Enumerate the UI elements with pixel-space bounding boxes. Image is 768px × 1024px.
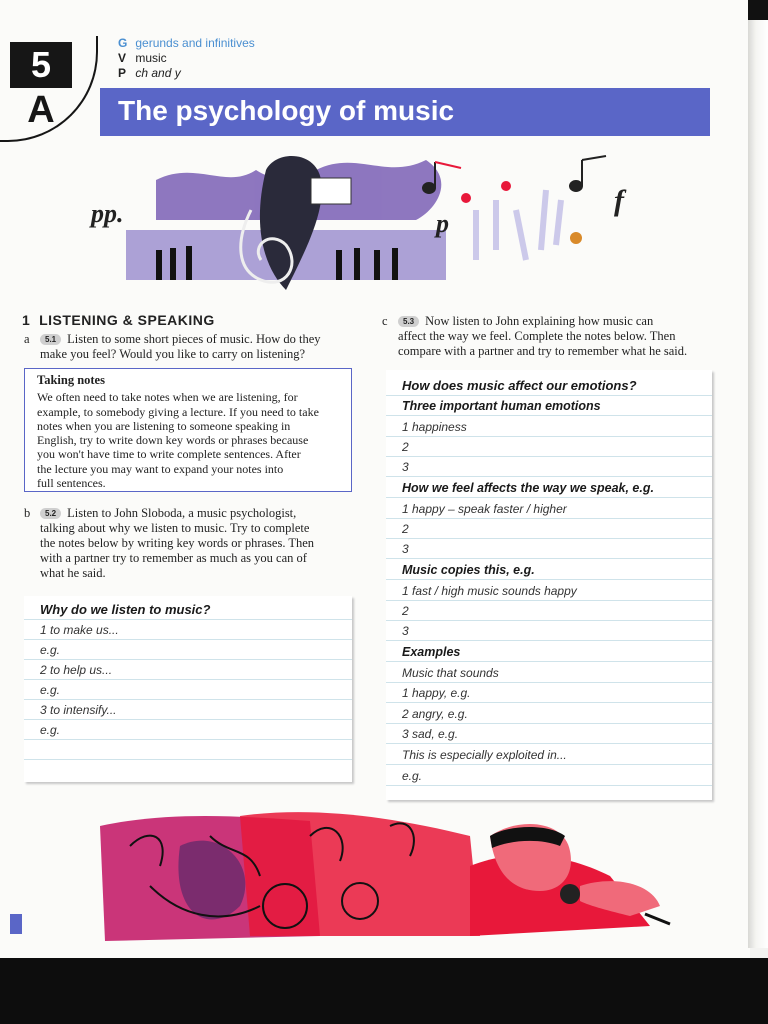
note-line[interactable]: 1 happy, e.g. [386, 683, 712, 703]
unit-letter: A [27, 89, 55, 131]
note-line[interactable]: e.g. [24, 680, 352, 700]
note-line[interactable]: 1 fast / high music sounds happy [386, 581, 712, 601]
note-line[interactable]: 3 [386, 457, 712, 477]
scan-corner [748, 0, 768, 20]
exercise-c: c 5.3 Now listen to John explaining how music can affect the way we feel. Complete the notes below. Then compare with a partner and try to remember what he said. [382, 314, 688, 358]
exercise-a: a 5.1 Listen to some short pieces of music. How do they make you feel? Would you like to carry on listening? [24, 332, 321, 361]
note-line[interactable]: 2 angry, e.g. [386, 704, 712, 724]
notes-heading: Why do we listen to music? [24, 600, 352, 620]
notes-heading: How does music affect our emotions? [386, 376, 712, 396]
note-line[interactable]: 2 [386, 437, 712, 457]
svg-text:f: f [614, 184, 624, 217]
tip-title: Taking notes [37, 373, 105, 387]
note-line[interactable]: 3 [386, 621, 712, 641]
note-subheading: Examples [386, 642, 712, 662]
note-line[interactable]: 3 [386, 539, 712, 559]
focus-vocabulary: V music [118, 51, 167, 65]
svg-text:pp.: pp. [91, 199, 124, 228]
note-line[interactable]: This is especially exploited in... [386, 745, 712, 765]
note-line[interactable]: 2 [386, 519, 712, 539]
note-line[interactable]: 1 to make us... [24, 620, 352, 640]
singer-band-illustration [90, 806, 690, 946]
notes-card-why-listen [24, 596, 352, 782]
book-spine [748, 18, 768, 948]
piano-player-illustration [86, 150, 646, 300]
audio-track-icon[interactable]: 5.2 [40, 508, 61, 519]
note-line[interactable]: 2 [386, 601, 712, 621]
focus-pronunciation: P ch and y [118, 66, 181, 80]
audio-track-icon[interactable]: 5.3 [398, 316, 419, 327]
section-heading: 1 LISTENING & SPEAKING [22, 312, 215, 328]
taking-notes-tip: Taking notes We often need to take notes when we are listening, for example, to somebody giving a lecture. If you need to take notes when you are listening to someone speaking in English, try to write down key words or phrases because you won't have time to write complete sentences. After the lecture you may want to expand your notes into full sentences. [24, 368, 352, 492]
note-line[interactable]: 2 to help us... [24, 660, 352, 680]
note-line[interactable]: e.g. [24, 720, 352, 740]
svg-text:p: p [436, 209, 449, 238]
unit-number: 5 [10, 42, 72, 88]
focus-grammar: G gerunds and infinitives [118, 36, 255, 50]
note-line[interactable]: 3 sad, e.g. [386, 724, 712, 744]
note-line[interactable]: 1 happy – speak faster / higher [386, 499, 712, 519]
page-title: The psychology of music [118, 95, 455, 126]
note-subheading: How we feel affects the way we speak, e.g. [386, 478, 712, 498]
note-subheading: Music copies this, e.g. [386, 560, 712, 580]
note-line[interactable]: e.g. [386, 766, 712, 786]
exercise-b: b 5.2 Listen to John Sloboda, a music psychologist, talking about why we listen to music. Try to complete the notes below by writing key words or phrases. Then with a partner try to remember as much as you can of what he said. [24, 506, 315, 580]
audio-track-icon[interactable]: 5.1 [40, 334, 61, 345]
page-edge-tab [10, 914, 22, 934]
note-line[interactable]: Music that sounds [386, 663, 712, 683]
note-line[interactable]: e.g. [24, 640, 352, 660]
notes-card-emotions [386, 370, 712, 800]
note-subheading: Three important human emotions [386, 396, 712, 416]
note-line[interactable]: 1 happiness [386, 417, 712, 437]
lesson-focus-list [118, 36, 255, 81]
note-line[interactable]: 3 to intensify... [24, 700, 352, 720]
scan-bottom-border [0, 958, 768, 1024]
note-line[interactable] [24, 740, 352, 760]
